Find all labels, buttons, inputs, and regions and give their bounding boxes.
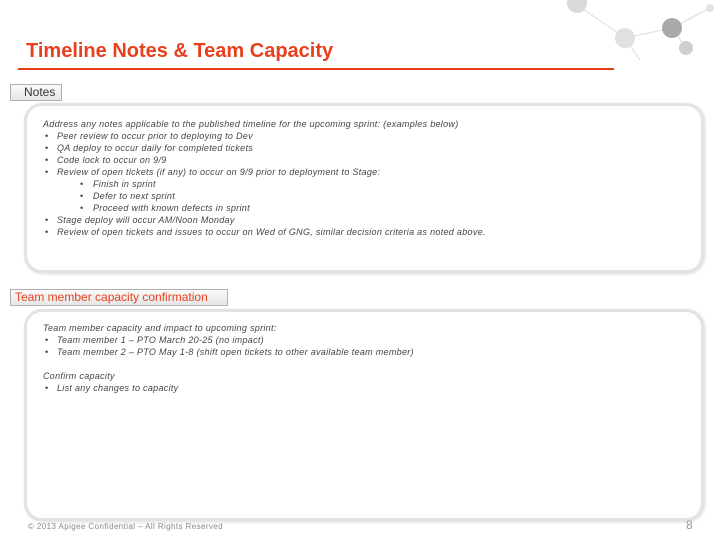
bullet: • [45, 347, 49, 357]
bullet: • [45, 143, 49, 153]
footer-copyright: © 2013 Apigee Confidential – All Rights Reserved [28, 522, 223, 531]
bullet: • [45, 383, 49, 393]
notes-item: Stage deploy will occur AM/Noon Monday [57, 215, 235, 225]
page-number: 8 [686, 518, 693, 532]
notes-item: Code lock to occur on 9/9 [57, 155, 167, 165]
bullet: • [45, 227, 49, 237]
notes-subitem: Defer to next sprint [93, 191, 176, 201]
bullet: • [80, 203, 84, 213]
bullet: • [45, 155, 49, 165]
notes-item: Review of open tickets (if any) to occur on 9/9 prior to deployment to Stage: [57, 167, 381, 177]
title-divider [18, 68, 614, 70]
notes-item: Review of open tickets and issues to occur on Wed of GNG, similar decision criteria as noted above. [57, 227, 486, 237]
notes-tag: Notes [10, 84, 62, 101]
bullet: • [80, 191, 84, 201]
bullet: • [45, 215, 49, 225]
notes-subitem: Finish in sprint [93, 179, 156, 189]
confirm-item: List any changes to capacity [57, 383, 179, 393]
confirm-heading: Confirm capacity [43, 371, 115, 381]
bullet: • [45, 131, 49, 141]
team-capacity-tag: Team member capacity confirmation [10, 289, 228, 306]
team-intro: Team member capacity and impact to upcoming sprint: [43, 323, 277, 333]
notes-intro: Address any notes applicable to the published timeline for the upcoming sprint: (examples below) [43, 119, 459, 129]
bullet: • [80, 179, 84, 189]
team-item: Team member 2 – PTO May 1-8 (shift open tickets to other available team member) [57, 347, 414, 357]
notes-item: Peer review to occur prior to deploying to Dev [57, 131, 253, 141]
notes-item: QA deploy to occur daily for completed tickets [57, 143, 254, 153]
notes-subitem: Proceed with known defects in sprint [93, 203, 250, 213]
bullet: • [45, 335, 49, 345]
bullet: • [45, 167, 49, 177]
team-item: Team member 1 – PTO March 20-25 (no impact) [57, 335, 264, 345]
page-title: Timeline Notes & Team Capacity [26, 40, 334, 62]
